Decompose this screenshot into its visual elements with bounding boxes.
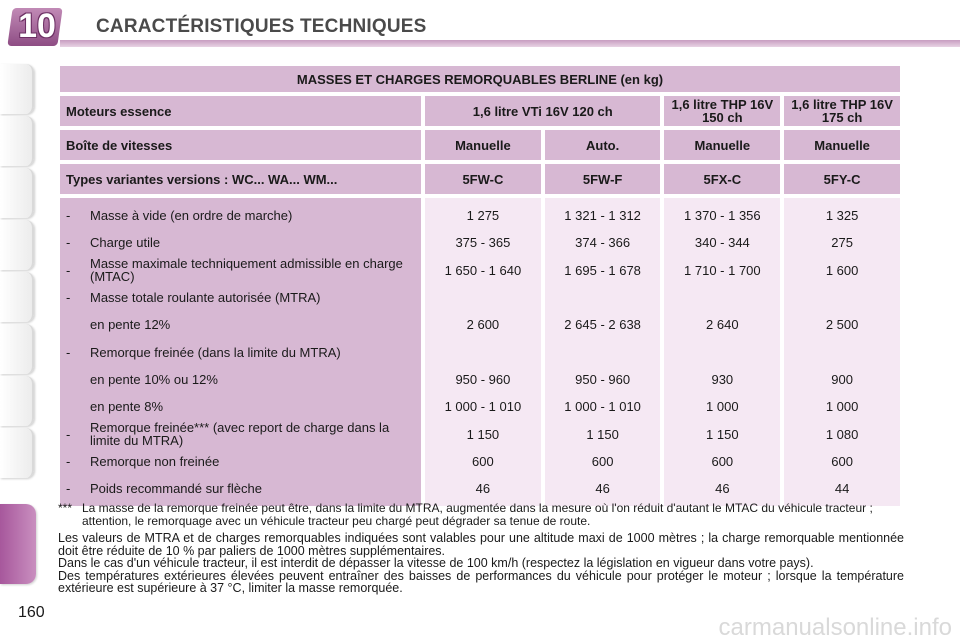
row-label [66, 257, 415, 284]
chapter-tabs [0, 64, 36, 480]
table-cell: 900 [831, 371, 853, 387]
chapter-tab[interactable] [0, 376, 34, 426]
table-cell [784, 338, 900, 365]
watermark: carmanualsonline.info [718, 614, 952, 641]
note-paragraph: Des températures extérieures élevées peuvent entraîner des baisses de performances du véhicule pour protéger le moteur ; lorsque la température extérieure est supérieure à 37 °C, limiter la masse remorquée. [58, 568, 904, 595]
row-dash: - [66, 235, 71, 251]
table-cell: 46 [595, 481, 610, 497]
gearbox-header: Manuelle [425, 130, 541, 160]
table-cell: 2 640 [706, 317, 739, 333]
table-cell: 1 080 [825, 426, 859, 442]
row-label-text: Masse totale roulante autorisée (MTRA) [90, 290, 321, 306]
note-paragraph: Dans le cas d'un véhicule tracteur, il est interdit de dépasser la vitesse de 100 km/h (respectez la législation en vigueur dans votre pays). [58, 556, 814, 570]
table-cell: 46 [715, 481, 730, 497]
row-label [66, 202, 415, 229]
table-cell: 1 600 [825, 262, 859, 278]
towing-weights-table [56, 62, 904, 510]
table-cell: 2 600 [466, 317, 500, 333]
row-label [66, 338, 415, 365]
table-cell: 275 [831, 235, 853, 251]
gearbox-header: Manuelle [664, 130, 780, 160]
type-header: 5FY-C [784, 164, 900, 194]
engine-header: 1,6 litre THP 16V 150 ch [664, 96, 780, 126]
values-column [664, 198, 780, 506]
table-cell: 1 000 - 1 010 [564, 399, 641, 415]
table-cell: 600 [591, 453, 614, 469]
row-label-text: Masse à vide (en ordre de marche) [90, 208, 293, 224]
table-title: MASSES ET CHARGES REMORQUABLES BERLINE (en kg) [60, 66, 900, 92]
row-label [66, 284, 415, 311]
page-number: 160 [18, 604, 45, 621]
chapter-tab[interactable] [0, 428, 34, 478]
type-header: 5FX-C [664, 164, 780, 194]
row-dash: - [66, 481, 71, 497]
type-header: 5FW-C [425, 164, 541, 194]
table-cell: 375 - 365 [455, 235, 511, 251]
row-dash: - [66, 344, 71, 360]
notes [58, 532, 904, 595]
values-column [545, 198, 661, 506]
gearbox-header: Auto. [545, 130, 661, 160]
table-cell: 600 [831, 453, 853, 469]
table-cell [425, 338, 541, 365]
table-cell: 930 [711, 371, 734, 387]
row-label-text: Charge utile [90, 235, 161, 251]
values-column [784, 198, 900, 506]
chapter-tab-active[interactable] [0, 504, 36, 584]
table-cell [425, 284, 541, 311]
row-label [66, 420, 415, 447]
table-cell: 1 370 - 1 356 [684, 208, 761, 224]
row-dash: - [66, 208, 71, 224]
table-cell [545, 338, 661, 365]
header-rule [60, 40, 960, 47]
page-title: CARACTÉRISTIQUES TECHNIQUES [96, 16, 427, 37]
chapter-tab[interactable] [0, 220, 34, 270]
row-label [66, 475, 415, 502]
chapter-tab[interactable] [0, 324, 34, 374]
table-cell: 44 [834, 481, 850, 497]
page-header [0, 0, 960, 52]
table-cell: 1 150 [706, 426, 739, 442]
row-label-text: Remorque freinée*** (avec report de charge dans la limite du MTRA) [90, 420, 390, 449]
row-dash: - [66, 426, 71, 442]
row-dash: - [66, 453, 71, 469]
footnote-mark: *** [58, 501, 73, 515]
table-cell [545, 284, 661, 311]
row-label-text: Remorque freinée (dans la limite du MTRA) [90, 344, 341, 360]
engine-header: 1,6 litre THP 16V 175 ch [784, 96, 900, 126]
row-label [66, 448, 415, 475]
row-label-text: en pente 12% [90, 317, 171, 333]
row-label-text: Poids recommandé sur flèche [90, 481, 262, 497]
chapter-tab[interactable] [0, 272, 34, 322]
table-cell [784, 284, 900, 311]
table-cell: 1 321 - 1 312 [564, 208, 641, 224]
table-cell: 1 000 [706, 399, 739, 415]
types-label: Types variantes versions : WC... WA... WM... [60, 164, 421, 194]
note-paragraph: Les valeurs de MTRA et de charges remorquables indiquées sont valables pour une altitude maxi de 1000 mètres ; la charge remorquable mentionnée doit être réduite de 10 % par paliers de 1000 mètres supplémentaires. [58, 531, 904, 558]
table-cell: 1 000 - 1 010 [444, 399, 522, 415]
table-cell: 2 645 - 2 638 [564, 317, 641, 333]
table-cell: 340 - 344 [694, 235, 750, 251]
chapter-tab[interactable] [0, 168, 34, 218]
gearbox-header: Manuelle [784, 130, 900, 160]
row-label [66, 393, 415, 420]
table-cell: 600 [711, 453, 734, 469]
row-label-text: en pente 8% [90, 399, 164, 415]
row-label-text: Remorque non freinée [90, 453, 220, 469]
chapter-number: 10 [18, 7, 56, 45]
table-cell [664, 338, 780, 365]
table-cell: 1 325 [825, 208, 859, 224]
row-labels-column [60, 198, 421, 506]
table-cell: 600 [472, 453, 494, 469]
row-label [66, 366, 415, 393]
row-dash: - [66, 262, 71, 278]
table-cell: 46 [475, 481, 491, 497]
gearbox-label: Boîte de vitesses [60, 130, 421, 160]
table-cell: 1 710 - 1 700 [684, 262, 761, 278]
table-cell: 1 695 - 1 678 [564, 262, 641, 278]
table-cell [664, 284, 780, 311]
type-header: 5FW-F [545, 164, 661, 194]
table-cell: 1 275 [466, 208, 500, 224]
footnote-text: La masse de la remorque freinée peut être, dans la limite du MTRA, augmentée dans la mesure où l'on réduit d'autant le MTAC du véhicule tracteur ; attention, le remorquage avec un véhicule tracteur peu chargé peut dégrader sa tenue de route. [82, 501, 873, 528]
table-cell: 374 - 366 [575, 235, 631, 251]
footnote [58, 502, 904, 528]
row-label-text: Masse maximale techniquement admissible en charge (MTAC) [90, 256, 403, 285]
row-label [66, 229, 415, 256]
table-cell: 1 000 [825, 399, 859, 415]
chapter-tab[interactable] [0, 116, 34, 166]
table-cell: 1 650 - 1 640 [444, 262, 522, 278]
row-label-text: en pente 10% ou 12% [90, 371, 218, 387]
table-cell: 1 150 [586, 426, 619, 442]
values-column [425, 198, 541, 506]
table-cell: 1 150 [466, 426, 500, 442]
engine-header: 1,6 litre VTi 16V 120 ch [425, 96, 660, 126]
table-cell: 950 - 960 [455, 371, 511, 387]
row-label [66, 311, 415, 338]
table-cell: 2 500 [825, 317, 859, 333]
row-dash: - [66, 290, 71, 306]
engine-label: Moteurs essence [60, 96, 421, 126]
chapter-tab[interactable] [0, 64, 34, 114]
table-cell: 950 - 960 [575, 371, 631, 387]
